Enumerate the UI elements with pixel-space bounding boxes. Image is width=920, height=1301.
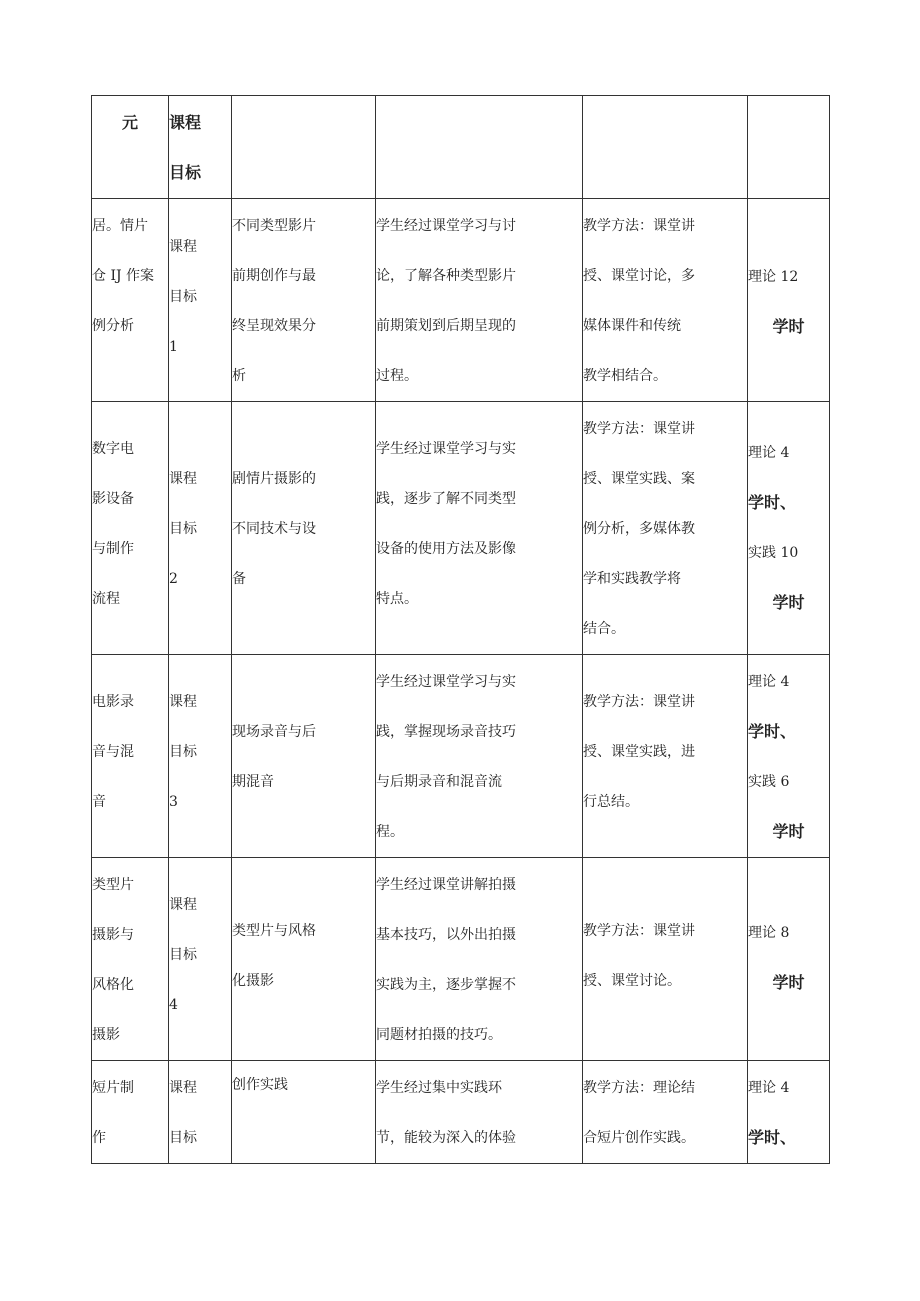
hours-cell [748,199,830,402]
content-line: 前期创作与最 [232,268,316,284]
content-line: 终呈现效果分 [232,318,316,334]
method-line: 教学相结合。 [583,368,667,384]
unit-line: 电影录 [92,694,134,710]
hours-line: 学时、 [748,722,797,741]
method-line: 教学方法：课堂讲 [583,923,695,939]
outcome-line: 设备的使用方法及影像 [376,541,516,557]
outcome-line: 学生经过课堂学习与讨 [376,218,516,234]
hours-line: 理论 4 [748,1080,790,1096]
hours-line: 学时 [772,317,805,336]
header-goal-cell [169,96,232,199]
outcome-line: 实践为主，逐步掌握不 [376,977,516,993]
hours-line: 学时、 [748,493,797,512]
hours-cell [748,858,830,1061]
content-cell [232,199,376,402]
hours-line: 理论 4 [748,445,790,461]
content-line: 现场录音与后 [232,724,316,740]
method-cell [583,858,748,1061]
method-line: 授、课堂讨论。 [583,973,681,989]
hours-line: 学时、 [748,1128,797,1147]
header-empty-cell [583,96,748,199]
method-line: 授、课堂讨论，多 [583,268,695,284]
outcome-cell [376,858,583,1061]
method-line: 教学方法：课堂讲 [583,421,695,437]
goal-line: 目标 [169,1130,197,1146]
syllabus-table [91,95,830,1164]
goal-line: 3 [169,794,178,810]
method-line: 教学方法：理论结 [583,1080,695,1096]
hours-cell [748,1061,830,1164]
method-line: 行总结。 [583,794,639,810]
outcome-line: 学生经过课堂讲解拍摄 [376,877,516,893]
content-line: 不同技术与设 [232,521,316,537]
method-cell [583,402,748,655]
outcome-line: 论，了解各种类型影片 [376,268,516,284]
goal-cell [169,858,232,1061]
content-cell [232,1061,376,1164]
goal-line: 目标 [169,521,197,537]
goal-line: 课程 [169,471,197,487]
table-row [92,1061,830,1164]
unit-line: 短片制 [92,1080,134,1096]
unit-cell [92,655,169,858]
content-line: 化摄影 [232,973,274,989]
table-row [92,858,830,1061]
goal-line: 课程 [169,694,197,710]
table-row [92,402,830,655]
content-cell [232,402,376,655]
content-line: 剧情片摄影的 [232,471,316,487]
header-unit-cell [92,96,169,199]
outcome-line: 基本技巧，以外出拍摄 [376,927,516,943]
goal-cell [169,199,232,402]
hours-line: 实践 10 [748,545,799,561]
goal-line: 目标 [169,947,197,963]
content-cell [232,858,376,1061]
unit-line: 流程 [92,591,120,607]
header-unit-label: 元 [121,113,138,132]
method-line: 媒体课件和传统 [583,318,681,334]
goal-line: 目标 [169,744,197,760]
method-cell [583,199,748,402]
goal-line: 4 [169,997,178,1013]
method-line: 例分析，多媒体教 [583,521,695,537]
outcome-line: 程。 [376,824,404,840]
content-cell [232,655,376,858]
outcome-line: 践，掌握现场录音技巧 [376,724,516,740]
hours-line: 理论 8 [748,925,790,941]
method-line: 授、课堂实践，进 [583,744,695,760]
goal-cell [169,402,232,655]
outcome-cell [376,1061,583,1164]
header-empty-cell [376,96,583,199]
unit-line: 音 [92,794,106,810]
outcome-line: 与后期录音和混音流 [376,774,502,790]
hours-line: 学时 [772,593,805,612]
outcome-line: 过程。 [376,368,418,384]
goal-line: 1 [169,339,178,355]
unit-line: 摄影与 [92,927,134,943]
content-line: 不同类型影片 [232,218,316,234]
hours-line: 理论 4 [748,674,790,690]
method-line: 合短片创作实践。 [583,1130,695,1146]
hours-line: 理论 12 [748,269,799,285]
unit-line: 风格化 [92,977,134,993]
unit-line: 摄影 [92,1027,120,1043]
unit-cell [92,858,169,1061]
hours-line: 学时 [772,822,805,841]
unit-line: 与制作 [92,541,134,557]
header-goal-line2: 目标 [169,163,202,182]
goal-line: 课程 [169,897,197,913]
method-line: 教学方法：课堂讲 [583,218,695,234]
outcome-line: 学生经过课堂学习与实 [376,441,516,457]
unit-line: 影设备 [92,491,134,507]
unit-line: 数字电 [92,441,134,457]
outcome-cell [376,655,583,858]
header-goal-line1: 课程 [169,113,202,132]
outcome-line: 学生经过集中实践环 [376,1080,502,1096]
outcome-line: 节，能较为深入的体验 [376,1130,516,1146]
unit-line: 居。情片 [92,218,148,234]
goal-line: 课程 [169,1080,197,1096]
goal-line: 2 [169,571,178,587]
method-line: 学和实践教学将 [583,571,681,587]
outcome-line: 特点。 [376,591,418,607]
goal-line: 课程 [169,239,197,255]
unit-line: 音与混 [92,744,134,760]
outcome-line: 学生经过课堂学习与实 [376,674,516,690]
unit-line: 作 [92,1130,106,1146]
goal-cell [169,655,232,858]
hours-cell [748,655,830,858]
outcome-line: 践，逐步了解不同类型 [376,491,516,507]
method-line: 教学方法：课堂讲 [583,694,695,710]
table-row [92,199,830,402]
hours-cell [748,402,830,655]
unit-cell [92,199,169,402]
outcome-line: 同题材拍摄的技巧。 [376,1027,502,1043]
unit-line: 仓 IJ 作案 [92,268,155,284]
content-line: 备 [232,571,246,587]
unit-line: 类型片 [92,877,134,893]
outcome-line: 前期策划到后期呈现的 [376,318,516,334]
goal-cell [169,1061,232,1164]
outcome-cell [376,402,583,655]
method-line: 结合。 [583,621,625,637]
content-line: 类型片与风格 [232,923,316,939]
method-cell [583,655,748,858]
header-empty-cell [748,96,830,199]
table-row [92,655,830,858]
unit-cell [92,402,169,655]
method-cell [583,1061,748,1164]
hours-line: 学时 [772,973,805,992]
content-line: 创作实践 [232,1077,288,1093]
outcome-cell [376,199,583,402]
unit-cell [92,1061,169,1164]
header-row [92,96,830,199]
header-empty-cell [232,96,376,199]
hours-line: 实践 6 [748,774,790,790]
unit-line: 例分析 [92,318,134,334]
goal-line: 目标 [169,289,197,305]
content-line: 析 [232,368,246,384]
content-line: 期混音 [232,774,274,790]
method-line: 授、课堂实践、案 [583,471,695,487]
